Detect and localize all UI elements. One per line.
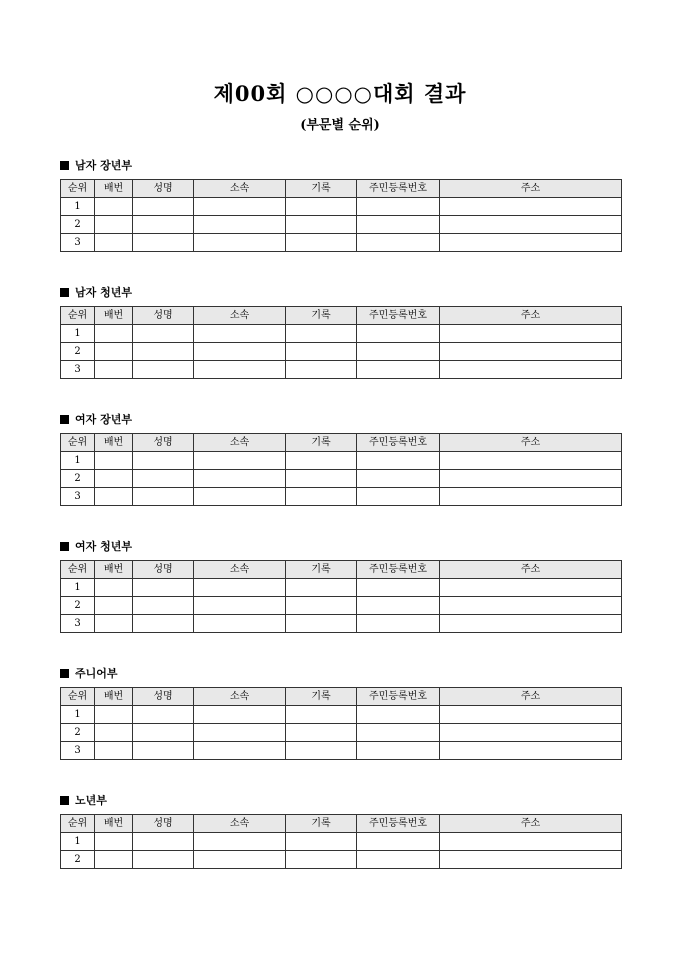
column-header: 주민등록번호 <box>357 561 440 579</box>
empty-cell <box>95 470 133 488</box>
section-heading <box>60 412 621 428</box>
rank-cell: 1 <box>61 198 95 216</box>
table-row <box>61 833 622 851</box>
rank-cell: 2 <box>61 470 95 488</box>
column-header: 배번 <box>95 688 133 706</box>
empty-cell <box>357 470 440 488</box>
page-title: 제00회 ○○○○대회 결과 <box>213 81 467 106</box>
column-header: 주민등록번호 <box>357 688 440 706</box>
table-row <box>61 579 622 597</box>
empty-cell <box>286 452 357 470</box>
column-header: 소속 <box>194 307 286 325</box>
section-heading-text: 여자 장년부 <box>75 413 132 426</box>
table-row <box>61 198 622 216</box>
empty-cell <box>194 198 286 216</box>
empty-cell <box>286 325 357 343</box>
empty-cell <box>194 325 286 343</box>
column-header: 소속 <box>194 561 286 579</box>
empty-cell <box>95 615 133 633</box>
rank-cell: 3 <box>61 615 95 633</box>
empty-cell <box>440 470 622 488</box>
column-header: 주소 <box>440 307 622 325</box>
empty-cell <box>357 724 440 742</box>
empty-cell <box>95 579 133 597</box>
empty-cell <box>286 615 357 633</box>
empty-cell <box>357 361 440 379</box>
column-header: 순위 <box>61 688 95 706</box>
empty-cell <box>95 706 133 724</box>
result-section <box>60 539 621 633</box>
column-header: 주민등록번호 <box>357 307 440 325</box>
column-header: 소속 <box>194 180 286 198</box>
empty-cell <box>194 597 286 615</box>
column-header: 주민등록번호 <box>357 434 440 452</box>
empty-cell <box>194 833 286 851</box>
section-heading <box>60 285 621 301</box>
empty-cell <box>133 325 194 343</box>
empty-cell <box>194 488 286 506</box>
square-bullet-icon <box>60 669 69 678</box>
square-bullet-icon <box>60 415 69 424</box>
empty-cell <box>440 343 622 361</box>
results-table <box>60 179 622 252</box>
table-header-row <box>61 307 622 325</box>
rank-cell: 1 <box>61 706 95 724</box>
rank-cell: 2 <box>61 597 95 615</box>
empty-cell <box>440 361 622 379</box>
column-header: 성명 <box>133 688 194 706</box>
empty-cell <box>133 198 194 216</box>
empty-cell <box>194 343 286 361</box>
square-bullet-icon <box>60 542 69 551</box>
table-header-row <box>61 688 622 706</box>
column-header: 기록 <box>286 180 357 198</box>
empty-cell <box>357 234 440 252</box>
column-header: 배번 <box>95 815 133 833</box>
empty-cell <box>440 742 622 760</box>
results-table <box>60 306 622 379</box>
rank-cell: 2 <box>61 216 95 234</box>
empty-cell <box>95 851 133 869</box>
empty-cell <box>95 488 133 506</box>
table-row <box>61 597 622 615</box>
column-header: 순위 <box>61 815 95 833</box>
rank-cell: 1 <box>61 452 95 470</box>
column-header: 배번 <box>95 307 133 325</box>
empty-cell <box>357 452 440 470</box>
rank-cell: 1 <box>61 833 95 851</box>
empty-cell <box>440 216 622 234</box>
empty-cell <box>440 488 622 506</box>
empty-cell <box>133 597 194 615</box>
section-heading-text: 남자 청년부 <box>75 286 132 299</box>
rank-cell: 1 <box>61 325 95 343</box>
column-header: 성명 <box>133 434 194 452</box>
result-section <box>60 285 621 379</box>
results-table <box>60 433 622 506</box>
empty-cell <box>133 851 194 869</box>
table-row <box>61 343 622 361</box>
empty-cell <box>357 343 440 361</box>
table-row <box>61 452 622 470</box>
table-row <box>61 742 622 760</box>
column-header: 성명 <box>133 561 194 579</box>
empty-cell <box>286 597 357 615</box>
rank-cell: 3 <box>61 234 95 252</box>
empty-cell <box>440 452 622 470</box>
section-heading-text: 주니어부 <box>75 667 118 680</box>
empty-cell <box>95 833 133 851</box>
result-section <box>60 412 621 506</box>
empty-cell <box>286 706 357 724</box>
results-table <box>60 560 622 633</box>
result-section <box>60 158 621 252</box>
table-header-row <box>61 434 622 452</box>
empty-cell <box>286 579 357 597</box>
section-heading-text: 여자 청년부 <box>75 540 132 553</box>
column-header: 기록 <box>286 815 357 833</box>
empty-cell <box>357 833 440 851</box>
table-row <box>61 216 622 234</box>
empty-cell <box>194 851 286 869</box>
empty-cell <box>194 706 286 724</box>
table-row <box>61 470 622 488</box>
empty-cell <box>95 742 133 760</box>
column-header: 배번 <box>95 180 133 198</box>
column-header: 순위 <box>61 561 95 579</box>
empty-cell <box>286 488 357 506</box>
section-heading <box>60 666 621 682</box>
empty-cell <box>133 361 194 379</box>
empty-cell <box>357 579 440 597</box>
column-header: 주소 <box>440 180 622 198</box>
empty-cell <box>286 851 357 869</box>
empty-cell <box>286 470 357 488</box>
table-row <box>61 361 622 379</box>
empty-cell <box>194 742 286 760</box>
empty-cell <box>133 343 194 361</box>
table-header-row <box>61 180 622 198</box>
empty-cell <box>133 724 194 742</box>
empty-cell <box>194 452 286 470</box>
column-header: 배번 <box>95 434 133 452</box>
section-heading <box>60 158 621 174</box>
column-header: 주소 <box>440 815 622 833</box>
empty-cell <box>357 488 440 506</box>
rank-cell: 1 <box>61 579 95 597</box>
empty-cell <box>95 216 133 234</box>
empty-cell <box>133 234 194 252</box>
square-bullet-icon <box>60 161 69 170</box>
empty-cell <box>440 597 622 615</box>
empty-cell <box>286 216 357 234</box>
column-header: 순위 <box>61 307 95 325</box>
empty-cell <box>95 198 133 216</box>
empty-cell <box>440 724 622 742</box>
empty-cell <box>286 234 357 252</box>
empty-cell <box>357 597 440 615</box>
empty-cell <box>357 325 440 343</box>
empty-cell <box>133 742 194 760</box>
column-header: 순위 <box>61 180 95 198</box>
table-row <box>61 615 622 633</box>
rank-cell: 2 <box>61 851 95 869</box>
empty-cell <box>440 833 622 851</box>
empty-cell <box>440 851 622 869</box>
column-header: 주민등록번호 <box>357 815 440 833</box>
column-header: 순위 <box>61 434 95 452</box>
table-row <box>61 488 622 506</box>
empty-cell <box>95 452 133 470</box>
empty-cell <box>286 361 357 379</box>
empty-cell <box>95 343 133 361</box>
empty-cell <box>357 615 440 633</box>
page-subtitle: (부문별 순위) <box>300 118 380 133</box>
column-header: 주민등록번호 <box>357 180 440 198</box>
table-row <box>61 234 622 252</box>
column-header: 소속 <box>194 688 286 706</box>
empty-cell <box>286 833 357 851</box>
empty-cell <box>286 742 357 760</box>
empty-cell <box>133 706 194 724</box>
column-header: 성명 <box>133 307 194 325</box>
empty-cell <box>95 325 133 343</box>
empty-cell <box>194 234 286 252</box>
column-header: 주소 <box>440 434 622 452</box>
empty-cell <box>286 724 357 742</box>
results-table <box>60 814 622 869</box>
column-header: 기록 <box>286 688 357 706</box>
empty-cell <box>194 470 286 488</box>
empty-cell <box>194 579 286 597</box>
column-header: 기록 <box>286 561 357 579</box>
empty-cell <box>286 198 357 216</box>
empty-cell <box>286 343 357 361</box>
empty-cell <box>440 198 622 216</box>
empty-cell <box>95 234 133 252</box>
section-heading <box>60 793 621 809</box>
result-section <box>60 666 621 760</box>
column-header: 성명 <box>133 815 194 833</box>
empty-cell <box>194 615 286 633</box>
rank-cell: 3 <box>61 742 95 760</box>
empty-cell <box>440 615 622 633</box>
column-header: 소속 <box>194 434 286 452</box>
empty-cell <box>133 579 194 597</box>
empty-cell <box>194 216 286 234</box>
square-bullet-icon <box>60 288 69 297</box>
table-row <box>61 851 622 869</box>
empty-cell <box>95 597 133 615</box>
rank-cell: 3 <box>61 361 95 379</box>
empty-cell <box>357 216 440 234</box>
empty-cell <box>133 216 194 234</box>
empty-cell <box>440 234 622 252</box>
empty-cell <box>357 198 440 216</box>
section-heading-text: 노년부 <box>75 794 107 807</box>
empty-cell <box>357 851 440 869</box>
empty-cell <box>133 488 194 506</box>
column-header: 주소 <box>440 688 622 706</box>
table-row <box>61 706 622 724</box>
table-header-row <box>61 561 622 579</box>
empty-cell <box>194 724 286 742</box>
rank-cell: 3 <box>61 488 95 506</box>
rank-cell: 2 <box>61 724 95 742</box>
empty-cell <box>357 706 440 724</box>
column-header: 기록 <box>286 307 357 325</box>
empty-cell <box>194 361 286 379</box>
empty-cell <box>440 579 622 597</box>
rank-cell: 2 <box>61 343 95 361</box>
column-header: 기록 <box>286 434 357 452</box>
empty-cell <box>133 470 194 488</box>
column-header: 배번 <box>95 561 133 579</box>
empty-cell <box>440 706 622 724</box>
column-header: 성명 <box>133 180 194 198</box>
empty-cell <box>357 742 440 760</box>
result-section <box>60 793 621 869</box>
empty-cell <box>440 325 622 343</box>
column-header: 주소 <box>440 561 622 579</box>
empty-cell <box>133 452 194 470</box>
table-header-row <box>61 815 622 833</box>
column-header: 소속 <box>194 815 286 833</box>
results-table <box>60 687 622 760</box>
section-heading-text: 남자 장년부 <box>75 159 132 172</box>
empty-cell <box>133 615 194 633</box>
empty-cell <box>95 361 133 379</box>
empty-cell <box>133 833 194 851</box>
square-bullet-icon <box>60 796 69 805</box>
table-row <box>61 325 622 343</box>
table-row <box>61 724 622 742</box>
empty-cell <box>95 724 133 742</box>
section-heading <box>60 539 621 555</box>
